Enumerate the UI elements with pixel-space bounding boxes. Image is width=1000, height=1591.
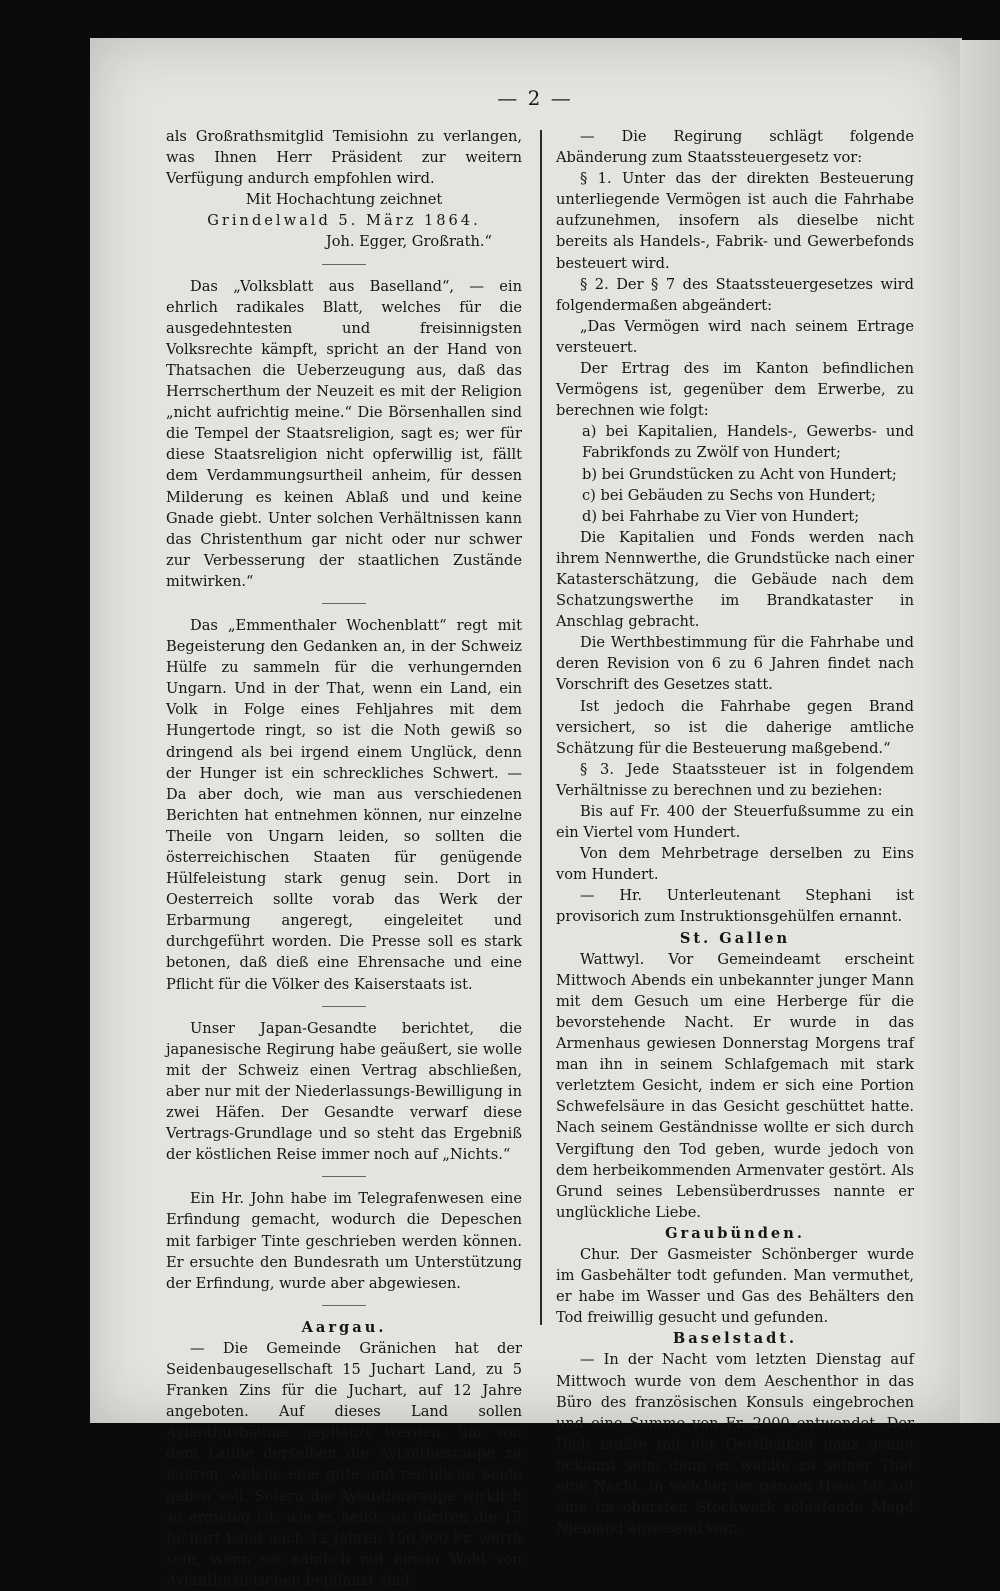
letter-signature: Joh. Egger, Großrath.“: [325, 233, 492, 251]
ertrag-text: Der Ertrag des im Kanton befindlichen Vermögens ist, gegenüber dem Erwerbe, zu berechnen wie folgt:: [556, 360, 914, 420]
tax-rate-list: [556, 421, 914, 526]
list-item: a) bei Kapitalien, Handels-, Gewerbs- und Fabrikfonds zu Zwölf von Hundert;: [582, 423, 914, 462]
article-stephani: — Hr. Unterleutenant Stephani ist provisorich zum Instruktionsgehülfen ernannt.: [556, 887, 914, 926]
separator-line: [322, 603, 366, 604]
kapitalien-text: Die Kapitalien und Fonds werden nach ihrem Nennwerthe, die Grundstücke nach einer Katasterschätzung, die Gebäude nach dem Schatzungswerthe im Brandkataster in Anschlag gebracht.: [556, 528, 914, 631]
separator-line: [322, 264, 366, 265]
article-chur: Chur. Der Gasmeister Schönberger wurde im Gasbehälter todt gefunden. Man vermuthet, er habe im Wasser und Gas des Behälters den Tod freiwillig gesucht und gefunden.: [556, 1245, 914, 1327]
separator-line: [322, 1305, 366, 1306]
article-emmenthaler: Das „Emmenthaler Wochenblatt“ regt mit Begeisterung den Gedanken an, in der Schweiz Hülfe zu sammeln für die verhungernden Ungarn. Und in der That, wenn ein Land, ein Volk in Folge eines Fehljahres mit dem Hungertode ringt, so ist die Noth gewiß so dringend als bei irgend einem Unglück, denn der Hunger ist ein schreckliches Schwert. — Da aber doch, wie man aus verschiedenen Berichten hat entnehmen können, nur einzelne Theile von Ungarn leiden, so sollten die österreichischen Staaten für genügende Hülfeleistung stark genug sein. Dort in Oesterreich sollte vorab das Werk der Erbarmung angeregt, eingeleitet und durchgeführt worden. Die Presse soll es stark betonen, daß dieß eine Ehrensache und eine Pflicht für die Völker des Kaiserstaats ist.: [166, 616, 522, 993]
separator-line: [322, 1176, 366, 1177]
paragraph-3: § 3. Jede Staatssteuer ist in folgendem Verhältnisse zu berechnen und zu beziehen:: [556, 760, 914, 799]
article-wattwyl: Wattwyl. Vor Gemeindeamt erscheint Mittwoch Abends ein unbekannter junger Mann mit dem Gesuch um eine Herberge für die bevorstehende Nacht. Er wurde in das Armenhaus gewiesen Donnerstag Morgens traf man ihn in seinem Schlafgemach mit stark verletztem Gesicht, indem er sich eine Portion Schwefelsäure in das Gesicht geschüttet hatte. Nach seinem Geständnisse wollte er sich durch Vergiftung den Tod geben, wurde jedoch von dem herbeikommenden Armenvater gestört. Als Grund seines Lebensüberdrusses nannte er unglückliche Liebe.: [556, 950, 914, 1221]
list-item: d) bei Fahrhabe zu Vier von Hundert;: [582, 507, 860, 525]
heading-aargau: Aargau.: [301, 1318, 387, 1336]
article-volksblatt: Das „Volksblatt aus Baselland“, — ein ehrlich radikales Blatt, welches für die ausgedehntesten und freisinnigsten Volksrechte kämpft, spricht an der Hand von Thatsachen die Ueberzeugung aus, daß das Herrscherthum der Neuzeit es mit der Religion „nicht aufrichtig meine.“ Die Börsenhallen sind die Tempel der Staatsreligion, sagt es; wer für diese Staatsreligion nicht opferwillig ist, fällt dem Verdammungsurtheil anheim, für dessen Milderung es keinen Ablaß und und keine Gnade giebt. Unter solchen Verhältnissen kann das Christenthum gar nicht oder nur schwer zur Verbesserung der staatlichen Zustände mitwirken.“: [166, 277, 522, 590]
left-column: [166, 126, 522, 1591]
heading-graubuenden: Graubünden.: [665, 1224, 805, 1242]
letter-closing-text: als Großrathsmitglid Temisiohn zu verlangen, was Ihnen Herr Präsident zur weitern Verfügung andurch empfohlen wird.: [166, 128, 522, 188]
heading-st-gallen: St. Gallen: [679, 929, 791, 947]
paragraph-1: § 1. Unter das der direkten Besteuerung unterliegende Vermögen ist auch die Fahrhabe aufzunehmen, insofern als dieselbe nicht bereits als Handels-, Fabrik- und Gewerbefonds besteuert wird.: [556, 170, 914, 272]
column-divider: [540, 130, 542, 1325]
article-telegraf: Ein Hr. John habe im Telegrafenwesen eine Erfindung gemacht, wodurch die Depeschen mit farbiger Tinte geschrieben werden können. Er ersuchte den Bundesrath um Unterstützung der Erfindung, wurde aber abgewiesen.: [166, 1190, 522, 1292]
letter-place-date: Grindelwald 5. März 1864.: [207, 212, 481, 230]
brand-text: Ist jedoch die Fahrhabe gegen Brand versichert, so ist die daherige amtliche Schätzung für die Besteuerung maßgebend.“: [556, 697, 914, 757]
article-aargau: — Die Gemeinde Gränichen hat der Seidenbaugesellschaft 15 Juchart Land, zu 5 Franken Zins für die Juchart, auf 12 Jahre angeboten. Auf dieses Land sollen Aylanthusbäume gepflanzt werden, um von dem Laube derselben die Aylanthusraupe zu nähren, welche eine gute und reichliche Seide geben soll. Sofern die Aylanthusraupe wirklich so ergiebig ist, wie es heißt, so dürften die 15 Juchart Land nach 12 Jahren 150,000 Fr. werth sein, wenn sie nämlich mit einem Wald von Aylanthusbüschen bepflanzt sind.: [166, 1339, 522, 1589]
paragraph-2: § 2. Der § 7 des Staatssteuergesetzes wird folgendermaßen abgeändert:: [556, 275, 914, 314]
steuer-rate-1: Bis auf Fr. 400 der Steuerfußsumme zu ein ein Viertel vom Hundert.: [556, 803, 914, 842]
list-item: c) bei Gebäuden zu Sechs von Hundert;: [582, 486, 876, 504]
article-basel: — In der Nacht vom letzten Dienstag auf Mittwoch wurde von dem Aeschenthor in das Büro des französischen Konsuls eingebrochen und eine Summe von Fr. 2000 entwendet. Der Dieb mußte mit der Oertlichkeit ganz genau bekannt sein; denn er wählte zu seiner That eine Nacht, in welcher im ganzen Haus bis auf eine im obersten Stockwerk schlafende Magd Niemand anwesend war.: [556, 1351, 914, 1538]
separator-line: [322, 1006, 366, 1007]
next-page-edge: [960, 40, 1000, 1423]
steuer-rate-2: Von dem Mehrbetrage derselben zu Eins vom Hundert.: [556, 845, 914, 884]
right-column: [556, 126, 914, 1539]
heading-baselstadt: Baselstadt.: [672, 1330, 798, 1348]
quote-start: „Das Vermögen wird nach seinem Ertrage versteuert.: [556, 317, 914, 356]
letter-greeting: Mit Hochachtung zeichnet: [245, 191, 443, 209]
article-regirung: — Die Regirung schlägt folgende Abänderung zum Staatssteuergesetz vor:: [556, 128, 914, 167]
page-number: — 2 —: [497, 86, 573, 110]
article-japan: Unser Japan-Gesandte berichtet, die japanesische Regirung habe geäußert, sie wolle mit der Schweiz einen Vertrag abschließen, aber nur mit der Niederlassungs-Bewilligung in zwei Häfen. Der Gesandte verwarf diese Vertrags-Grundlage und so steht das Ergebniß der köstlichen Reise immer noch auf „Nichts.“: [166, 1019, 522, 1164]
werthbestimmung-text: Die Werthbestimmung für die Fahrhabe und deren Revision von 6 zu 6 Jahren findet nach Vorschrift des Gesetzes statt.: [556, 634, 914, 694]
list-item: b) bei Grundstücken zu Acht von Hundert;: [582, 465, 897, 483]
